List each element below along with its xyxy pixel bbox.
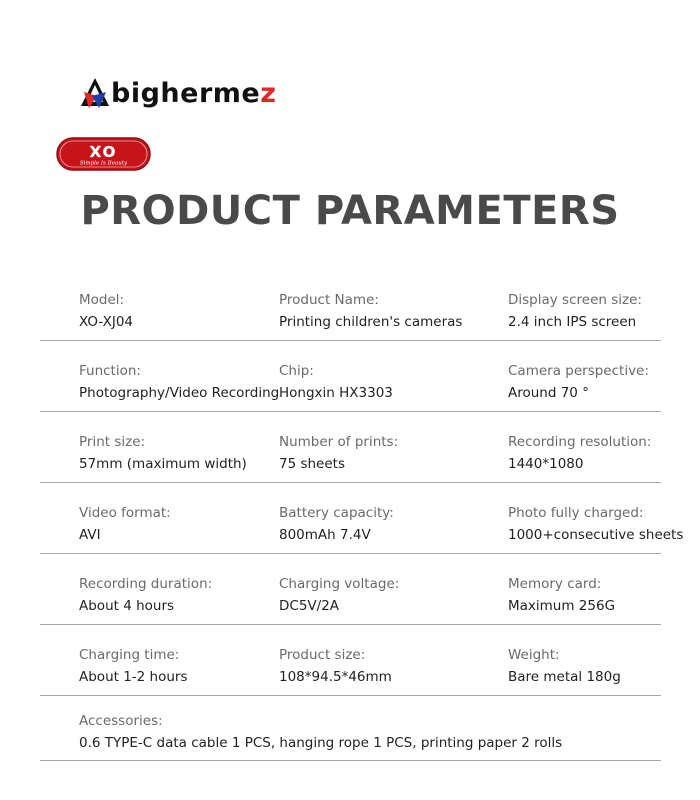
param-value: Bare metal 180g [508, 669, 621, 685]
param-label: Function: [79, 363, 141, 379]
param-value: Printing children's cameras [279, 314, 463, 330]
bighermez-mark-icon [80, 76, 110, 110]
param-value: 75 sheets [279, 456, 345, 472]
param-cell [508, 646, 621, 686]
param-label: Recording duration: [79, 576, 213, 592]
param-value: AVI [79, 527, 101, 543]
wordmark-main: bigherme [111, 77, 261, 109]
param-label: Number of prints: [279, 434, 399, 450]
wordmark-last-letter: z [260, 77, 277, 109]
param-value: Around 70 ° [508, 385, 589, 401]
param-label: Charging time: [79, 647, 180, 663]
param-value: 800mAh 7.4V [279, 527, 371, 543]
param-label: Weight: [508, 647, 560, 663]
param-cell [508, 433, 651, 473]
param-label: Photo fully charged: [508, 505, 644, 521]
param-row [40, 412, 661, 483]
param-label: Model: [79, 292, 125, 308]
param-row [40, 341, 661, 412]
param-row [40, 483, 684, 554]
param-cell [79, 362, 279, 402]
param-label: Recording resolution: [508, 434, 652, 450]
param-row [40, 625, 661, 696]
param-value: Hongxin HX3303 [279, 385, 393, 401]
param-cell [279, 646, 392, 686]
bighermez-wordmark [111, 77, 277, 109]
param-cell [79, 433, 247, 473]
param-cell [508, 575, 615, 615]
svg-text:XO: XO [89, 143, 118, 161]
param-cell [508, 291, 642, 331]
xo-brand-logo [56, 137, 151, 171]
param-row [40, 270, 661, 341]
param-label: Memory card: [508, 576, 602, 592]
param-label: Print size: [79, 434, 146, 450]
param-value: DC5V/2A [279, 598, 340, 614]
param-cell [79, 504, 171, 544]
accessories-cell [79, 712, 562, 752]
accessories-row [40, 696, 661, 761]
param-value: About 1-2 hours [79, 669, 188, 685]
param-label: Product Name: [279, 292, 379, 308]
param-value: 108*94.5*46mm [279, 669, 392, 685]
param-label: Product size: [279, 647, 366, 663]
param-value: Photography/Video Recording [79, 385, 280, 401]
param-cell [79, 575, 212, 615]
param-label: Chip: [279, 363, 314, 379]
svg-text:Simple Is Beauty: Simple Is Beauty [79, 160, 128, 167]
param-cell [508, 504, 683, 544]
param-cell [79, 646, 188, 686]
param-value: 57mm (maximum width) [79, 456, 247, 472]
param-label: Battery capacity: [279, 505, 394, 521]
param-value: 1440*1080 [508, 456, 584, 472]
param-value: 1000+consecutive sheets [508, 527, 684, 543]
accessories-value: 0.6 TYPE-C data cable 1 PCS, hanging rope 1 PCS, printing paper 2 rolls [79, 735, 563, 751]
param-cell [79, 291, 133, 331]
param-value: 2.4 inch IPS screen [508, 314, 637, 330]
page-title: PRODUCT PARAMETERS [80, 188, 620, 234]
param-cell [279, 362, 393, 402]
param-label: Camera perspective: [508, 363, 649, 379]
accessories-label: Accessories: [79, 713, 163, 729]
param-cell [508, 362, 649, 402]
param-cell [279, 291, 462, 331]
param-label: Video format: [79, 505, 171, 521]
param-value: About 4 hours [79, 598, 175, 614]
parameters-table [40, 270, 684, 761]
param-label: Charging voltage: [279, 576, 400, 592]
param-cell [279, 433, 398, 473]
param-cell [279, 504, 394, 544]
param-value: Maximum 256G [508, 598, 616, 614]
param-row [40, 554, 661, 625]
param-value: XO-XJ04 [79, 314, 133, 330]
param-cell [279, 575, 399, 615]
bighermez-logo [80, 76, 276, 110]
param-label: Display screen size: [508, 292, 642, 308]
